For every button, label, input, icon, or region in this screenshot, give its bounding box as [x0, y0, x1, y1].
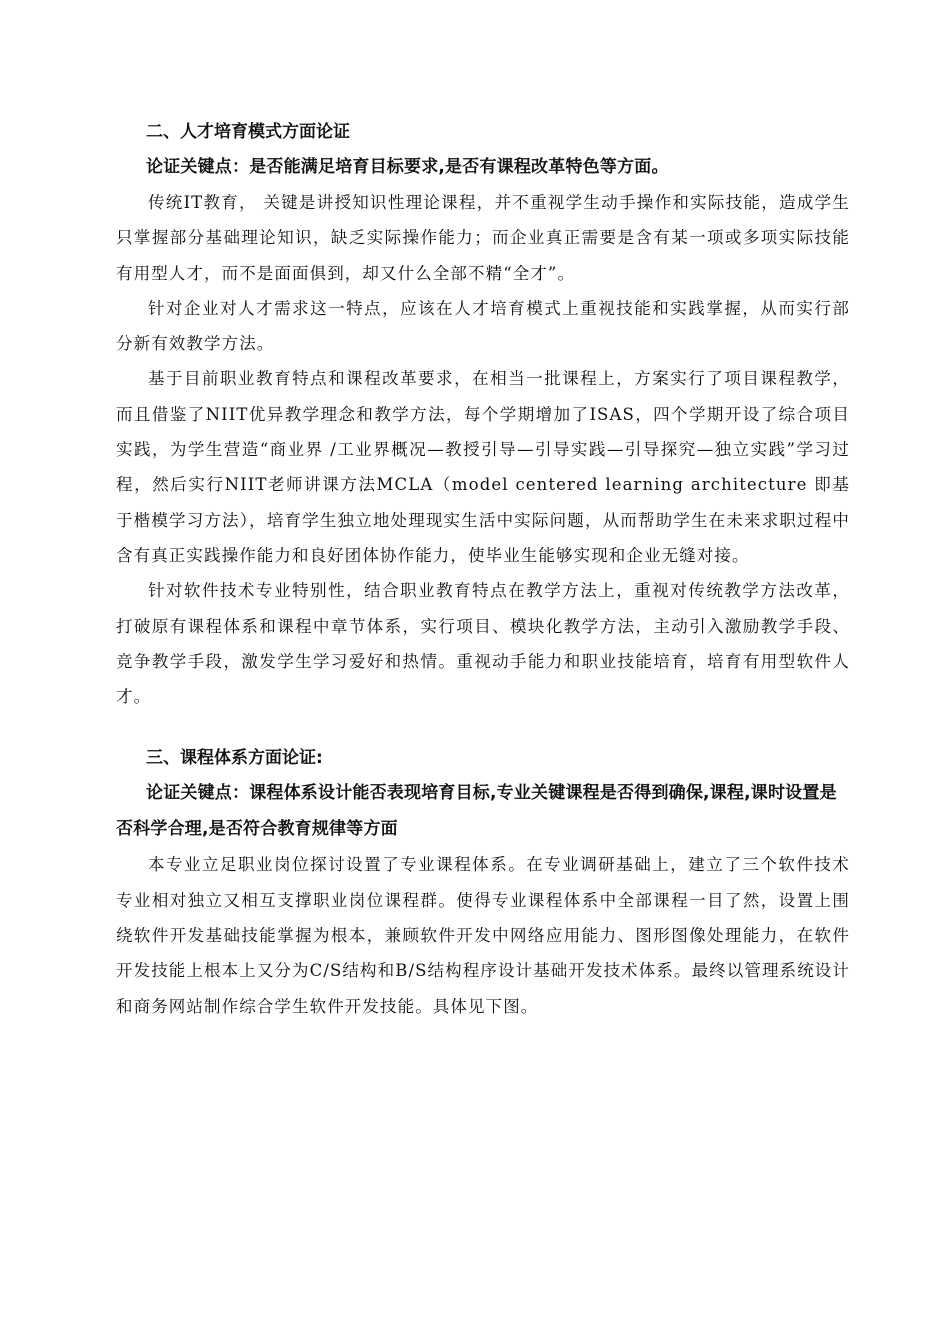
body-paragraph: 针对企业对人才需求这一特点，应该在人才培育模式上重视技能和实践掌握，从而实行部分新有效教学方法。 [116, 298, 850, 354]
key-point: 论证关键点：是否能满足培育目标要求,是否有课程改革特色等方面。 [146, 157, 669, 177]
section-2 [116, 119, 850, 714]
section-heading: 三、课程体系方面论证: [146, 748, 323, 769]
body-paragraph: 基于目前职业教育特点和课程改革要求，在相当一批课程上，方案实行了项目课程教学，而且借鉴了NIIT优异教学理念和教学方法，每个学期增加了ISAS，四个学期开设了综合项目实践，为学生营造“商业界 /工业界概况—教授引导—引导实践—引导探究—独立实践”学习过程，然后实行NIIT老师讲课方法MCLA（model centered learning architecture 即基于楷模学习方法），培育学生独立地处理现实生活中实际问题，从而帮助学生在未来求职过程中含有真正实践操作能力和良好团体协作能力，使毕业生能够实现和企业无缝对接。 [116, 369, 850, 565]
section-heading: 二、人才培育模式方面论证 [146, 122, 350, 142]
document-page [116, 119, 850, 1024]
body-paragraph: 传统IT教育， 关键是讲授知识性理论课程，并不重视学生动手操作和实际技能，造成学生只掌握部分基础理论知识，缺乏实际操作能力；而企业真正需要是含有某一项或多项实际技能有用型人才，而不是面面俱到，却又什么全部不精“全才”。 [116, 193, 850, 283]
body-paragraph: 针对软件技术专业特别性，结合职业教育特点在教学方法上，重视对传统教学方法改革，打破原有课程体系和课程中章节体系，实行项目、模块化教学方法，主动引入激励教学手段、竞争教学手段，激发学生学习爱好和热情。重视动手能力和职业技能培育，培育有用型软件人才。 [116, 581, 850, 707]
key-point: 论证关键点：课程体系设计能否表现培育目标,专业关键课程是否得到确保,课程,课时设置是否科学合理,是否符合教育规律等方面 [116, 783, 837, 840]
section-3 [116, 745, 850, 1023]
body-paragraph: 本专业立足职业岗位探讨设置了专业课程体系。在专业调研基础上，建立了三个软件技术专业相对独立又相互支撑职业岗位课程群。使得专业课程体系中全部课程一目了然，设置上围绕软件开发基础技能掌握为根本，兼顾软件开发中网络应用能力、图形图像处理能力，在软件开发技能上根本上又分为C/S结构和B/S结构程序设计基础开发技术体系。最终以管理系统设计和商务网站制作综合学生软件开发技能。具体见下图。 [116, 855, 850, 1016]
